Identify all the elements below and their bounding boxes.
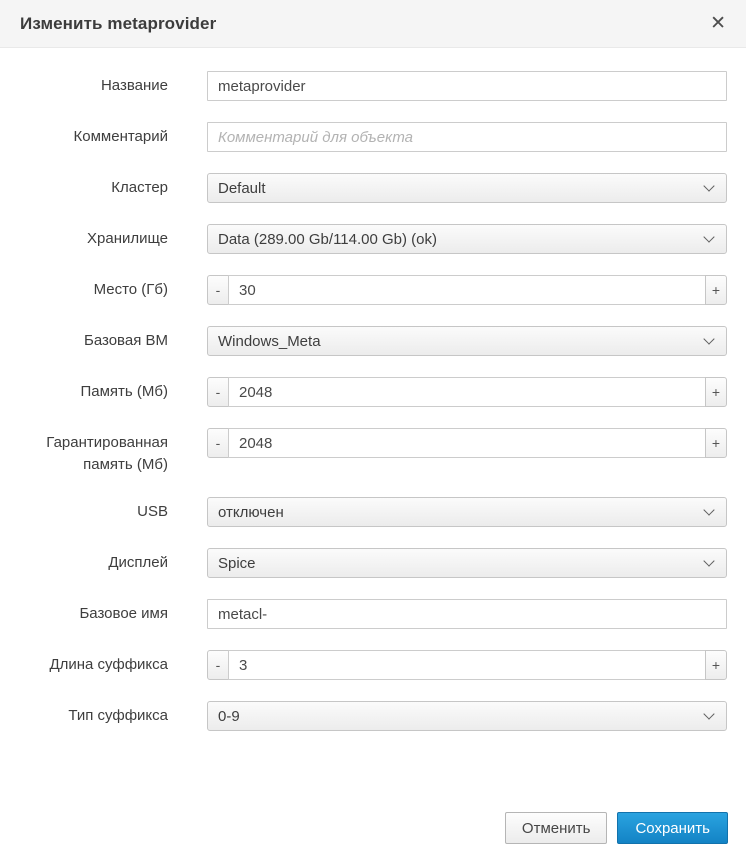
field-label-guaranteed-memory-mb: Гарантированная память (Мб) xyxy=(46,434,168,473)
suffix-type-select[interactable] xyxy=(207,701,727,731)
form-row-memory-mb xyxy=(0,377,727,407)
save-button[interactable]: Сохранить xyxy=(617,812,728,844)
guaranteed-memory-mb-stepper xyxy=(207,428,727,458)
form-row-name xyxy=(0,71,727,101)
space-gb-stepper xyxy=(207,275,727,305)
suffix-length-input[interactable] xyxy=(228,650,706,680)
field-label-space-gb: Место (Гб) xyxy=(93,281,168,298)
comment-input[interactable] xyxy=(207,122,727,152)
storage-select[interactable] xyxy=(207,224,727,254)
field-control-comment xyxy=(207,122,727,152)
display-select[interactable] xyxy=(207,548,727,578)
suffix-type-select-value: 0-9 xyxy=(218,707,240,725)
close-icon[interactable]: ✕ xyxy=(710,13,726,34)
memory-mb-input[interactable] xyxy=(228,377,706,407)
field-label-storage: Хранилище xyxy=(87,230,168,247)
form-row-display xyxy=(0,548,727,578)
field-label-display: Дисплей xyxy=(108,554,168,571)
form-row-guaranteed-memory-mb xyxy=(0,428,727,476)
base-name-input[interactable] xyxy=(207,599,727,629)
form-fields xyxy=(0,71,727,731)
memory-mb-stepper xyxy=(207,377,727,407)
form-row-cluster xyxy=(0,173,727,203)
field-label-suffix-length: Длина суффикса xyxy=(49,656,168,673)
guaranteed-memory-mb-decrement-button[interactable]: - xyxy=(207,428,229,458)
space-gb-input[interactable] xyxy=(228,275,706,305)
field-control-storage xyxy=(207,224,727,254)
cluster-select-value: Default xyxy=(218,179,266,197)
suffix-length-decrement-button[interactable]: - xyxy=(207,650,229,680)
form-row-usb xyxy=(0,497,727,527)
memory-mb-decrement-button[interactable]: - xyxy=(207,377,229,407)
field-control-usb xyxy=(207,497,727,527)
edit-form xyxy=(0,48,746,731)
chevron-down-icon xyxy=(703,708,714,719)
space-gb-increment-button[interactable]: + xyxy=(705,275,727,305)
space-gb-decrement-button[interactable]: - xyxy=(207,275,229,305)
field-label-cluster: Кластер xyxy=(111,179,168,196)
form-row-suffix-length xyxy=(0,650,727,680)
display-select-value: Spice xyxy=(218,554,256,572)
chevron-down-icon xyxy=(703,333,714,344)
chevron-down-icon xyxy=(703,555,714,566)
chevron-down-icon xyxy=(703,504,714,515)
usb-select[interactable] xyxy=(207,497,727,527)
field-label-suffix-type: Тип суффикса xyxy=(68,707,168,724)
cluster-select[interactable] xyxy=(207,173,727,203)
chevron-down-icon xyxy=(703,180,714,191)
form-row-base-name xyxy=(0,599,727,629)
guaranteed-memory-mb-increment-button[interactable]: + xyxy=(705,428,727,458)
chevron-down-icon xyxy=(703,231,714,242)
form-row-storage xyxy=(0,224,727,254)
field-control-memory-mb xyxy=(207,377,727,407)
storage-select-value: Data (289.00 Gb/114.00 Gb) (ok) xyxy=(218,230,438,248)
field-control-guaranteed-memory-mb xyxy=(207,428,727,458)
field-control-suffix-length xyxy=(207,650,727,680)
field-control-base-vm xyxy=(207,326,727,356)
field-label-base-vm: Базовая ВМ xyxy=(83,332,168,349)
form-row-comment xyxy=(0,122,727,152)
field-control-suffix-type xyxy=(207,701,727,731)
field-control-base-name xyxy=(207,599,727,629)
field-label-base-name: Базовое имя xyxy=(79,605,168,622)
cancel-button[interactable]: Отменить xyxy=(505,812,608,844)
field-label-comment: Комментарий xyxy=(73,128,168,145)
field-control-name xyxy=(207,71,727,101)
form-row-space-gb xyxy=(0,275,727,305)
guaranteed-memory-mb-input[interactable] xyxy=(228,428,706,458)
suffix-length-stepper xyxy=(207,650,727,680)
field-label-name: Название xyxy=(100,77,168,94)
field-label-usb: USB xyxy=(137,503,168,520)
suffix-length-increment-button[interactable]: + xyxy=(705,650,727,680)
modal-footer xyxy=(505,812,728,844)
field-control-space-gb xyxy=(207,275,727,305)
form-row-suffix-type xyxy=(0,701,727,731)
usb-select-value: отключен xyxy=(218,503,284,521)
memory-mb-increment-button[interactable]: + xyxy=(705,377,727,407)
field-label-memory-mb: Память (Мб) xyxy=(80,383,168,400)
base-vm-select[interactable] xyxy=(207,326,727,356)
modal-header xyxy=(0,0,746,48)
field-control-display xyxy=(207,548,727,578)
field-control-cluster xyxy=(207,173,727,203)
name-input[interactable] xyxy=(207,71,727,101)
form-row-base-vm xyxy=(0,326,727,356)
modal-title: Изменить metaprovider xyxy=(20,13,217,33)
base-vm-select-value: Windows_Meta xyxy=(218,332,321,350)
